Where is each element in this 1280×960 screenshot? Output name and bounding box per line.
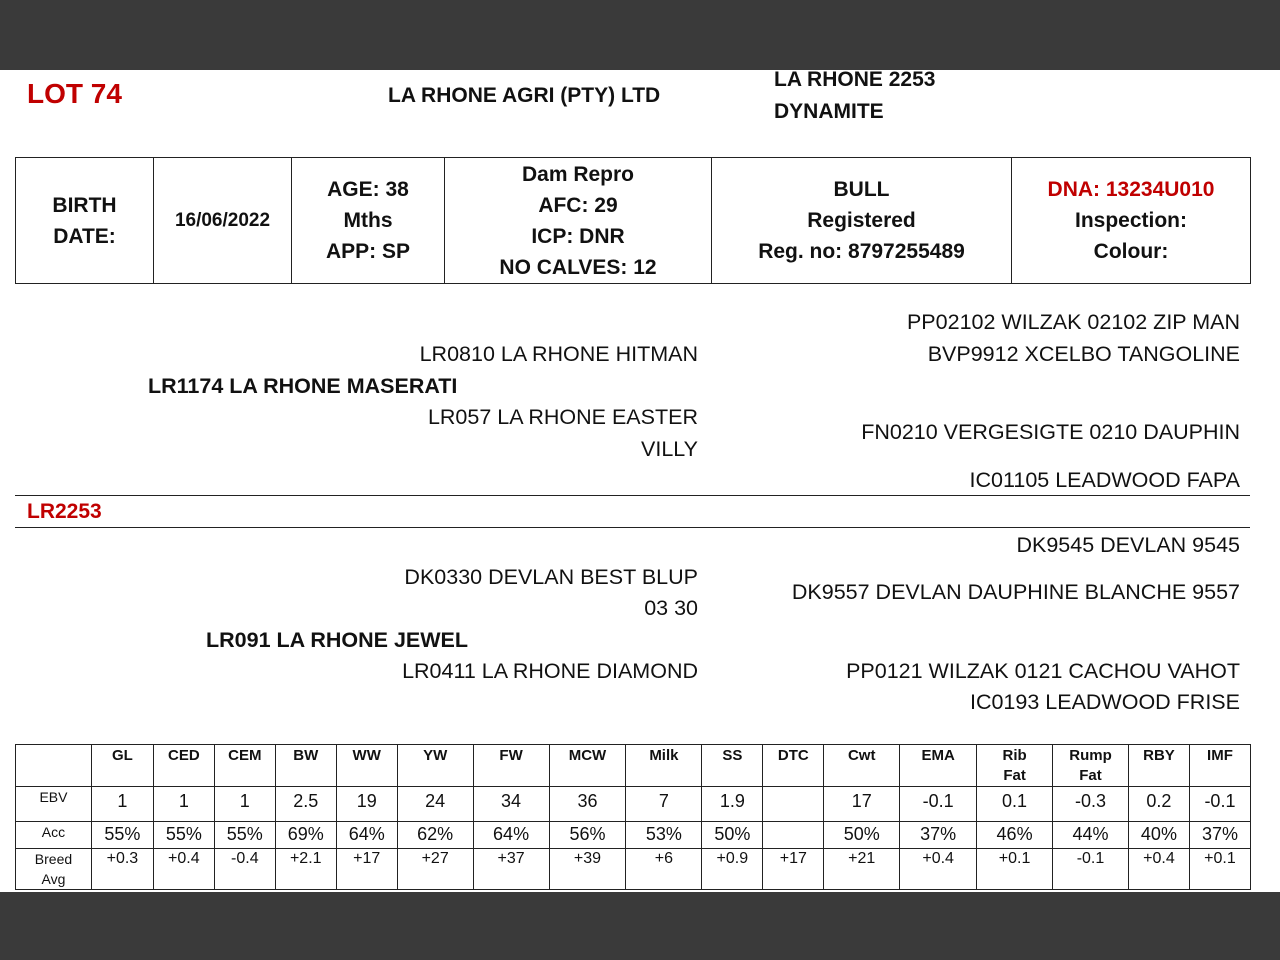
icp: ICP: DNR [531,224,625,248]
ebv-col-header [763,745,824,787]
ebv-value: 36 [549,787,626,822]
ebv-col-header [900,745,977,787]
afc: AFC: 29 [538,193,618,217]
breed-avg-value: +37 [473,849,549,890]
animal-name-line1: LA RHONE 2253 [774,70,936,91]
acc-value [763,822,824,849]
ebv-row-label: EBV [16,787,92,822]
breed-avg-value: +0.1 [1189,849,1250,890]
divider-bottom [15,527,1250,528]
birth-label-line2: DATE: [53,224,116,248]
sex: BULL [833,178,890,201]
col-header-line1: DTC [777,747,809,764]
acc-value: 56% [549,822,626,849]
animal-name [774,70,935,128]
calves: NO CALVES: 12 [499,255,657,279]
ebv-value: 0.1 [977,787,1053,822]
breed-avg-value: +17 [336,849,397,890]
registered: Registered [807,209,916,232]
col-header-line1: Milk [649,747,679,764]
ebv-header-row [16,745,1251,787]
breed-avg-value: +21 [824,849,900,890]
col-header-line1: Cwt [847,747,876,764]
pedigree-dam-sire-2: 03 30 [644,596,698,620]
breeder-name: LA RHONE AGRI (PTY) LTD [388,84,661,107]
ebv-col-header [977,745,1053,787]
col-header-line1: MCW [568,747,607,764]
breed-label-line1: Breed [34,851,73,867]
dam-repro-cell [445,158,712,284]
ebv-corner [16,745,92,787]
ebv-table [15,744,1251,890]
breed-avg-value: -0.1 [1053,849,1129,890]
acc-value: 55% [91,822,153,849]
inspection: Inspection: [1074,209,1187,232]
dam-repro: Dam Repro [521,162,635,186]
breed-avg-value: +0.9 [702,849,763,890]
ebv-value: 19 [336,787,397,822]
animal-info-table [15,157,1251,284]
breed-avg-value: +0.1 [977,849,1053,890]
ebv-value: -0.1 [900,787,977,822]
acc-value: 53% [626,822,702,849]
ebv-value: 24 [397,787,473,822]
acc-value: 50% [702,822,763,849]
acc-row-label: Acc [16,822,92,849]
ebv-col-header [91,745,153,787]
acc-value: 37% [900,822,977,849]
breed-avg-value: +0.4 [900,849,977,890]
acc-value: 50% [824,822,900,849]
age-cell [292,158,445,284]
ebv-value: 1.9 [702,787,763,822]
pedigree-dds: PP0121 WILZAK 0121 CACHOU VAHOT [846,659,1240,683]
breed-avg-value: +2.1 [275,849,336,890]
col-header-line1: FW [499,747,523,764]
pedigree-ddd: IC0193 LEADWOOD FRISE [969,690,1240,714]
reg-no: Reg. no: 8797255489 [758,240,965,263]
dna: DNA: 13234U010 [1047,178,1215,201]
col-header-line1: Rump [1069,747,1112,764]
col-header-line1: EMA [921,747,955,764]
col-header-line1: CED [168,747,200,764]
acc-value: 64% [336,822,397,849]
acc-value: 62% [397,822,473,849]
ebv-col-header [336,745,397,787]
breed-avg-row [16,849,1251,890]
birth-date-label [16,158,154,284]
ebv-col-header [397,745,473,787]
ebv-value: -0.3 [1053,787,1129,822]
registration-cell [712,158,1012,284]
col-header-line1: YW [423,747,448,764]
breed-avg-value: +0.3 [91,849,153,890]
ebv-col-header [549,745,626,787]
pedigree-dam-dam: LR0411 LA RHONE DIAMOND [402,659,698,683]
ebv-value: 7 [626,787,702,822]
breed-label-line2: Avg [41,871,66,887]
col-header-line1: WW [352,747,381,764]
acc-value: 55% [153,822,214,849]
pedigree-dam: LR091 LA RHONE JEWEL [206,628,469,652]
acc-value: 44% [1053,822,1129,849]
col-header-line1: IMF [1207,747,1233,764]
ebv-col-header [214,745,275,787]
ebv-col-header [473,745,549,787]
pedigree-dss: DK9545 DEVLAN 9545 [1016,533,1240,557]
breed-avg-value: +0.4 [1128,849,1189,890]
colour: Colour: [1093,240,1169,263]
ebv-col-header [702,745,763,787]
breed-avg-value: -0.4 [214,849,275,890]
col-header-line1: BW [293,747,319,764]
lot-number: LOT 74 [27,78,122,109]
ebv-value: 1 [91,787,153,822]
pedigree-dam-sire-1: DK0330 DEVLAN BEST BLUP [404,565,698,589]
ebv-col-header [153,745,214,787]
ebv-col-header [626,745,702,787]
ebv-value: 1 [153,787,214,822]
col-header-line1: CEM [228,747,262,764]
lot-sheet [0,70,1280,892]
ebv-value: 1 [214,787,275,822]
breed-avg-value: +27 [397,849,473,890]
pedigree-sdd: IC01105 LEADWOOD FAPA [969,468,1240,492]
app: APP: SP [325,240,411,263]
col-header-line1: Rib [1002,747,1027,764]
col-header-line1: SS [722,747,743,764]
acc-value: 55% [214,822,275,849]
animal-name-line2: DYNAMITE [774,100,884,123]
ebv-value: 0.2 [1128,787,1189,822]
ebv-value: 2.5 [275,787,336,822]
ebv-row [16,787,1251,822]
acc-value: 46% [977,822,1053,849]
pedigree-sds: FN0210 VERGESIGTE 0210 DAUPHIN [861,420,1240,444]
ebv-col-header [1128,745,1189,787]
acc-value: 64% [473,822,549,849]
ebv-col-header [1053,745,1129,787]
breed-avg-value: +0.4 [153,849,214,890]
col-header-line1: RBY [1143,747,1175,764]
age: AGE: 38 [327,178,409,201]
ebv-col-header [824,745,900,787]
pedigree-dsd: DK9557 DEVLAN DAUPHINE BLANCHE 9557 [791,580,1240,604]
ebv-value: -0.1 [1189,787,1250,822]
acc-value: 40% [1128,822,1189,849]
ebv-value: 34 [473,787,549,822]
pedigree-ssd: BVP9912 XCELBO TANGOLINE [927,342,1240,366]
divider-top [15,495,1250,496]
breed-avg-value: +17 [763,849,824,890]
birth-date-value: 16/06/2022 [154,158,292,284]
pedigree-animal-id: LR2253 [27,500,102,523]
pedigree-sire-sire: LR0810 LA RHONE HITMAN [419,342,698,366]
ebv-col-header [275,745,336,787]
col-header-line2: Fat [1003,767,1026,784]
age-unit: Mths [343,209,393,232]
col-header-line1: GL [111,747,133,764]
acc-row [16,822,1251,849]
ebv-value [763,787,824,822]
col-header-line2: Fat [1079,767,1102,784]
breed-avg-row-label [16,849,92,890]
breed-avg-value: +39 [549,849,626,890]
acc-value: 37% [1189,822,1250,849]
acc-value: 69% [275,822,336,849]
birth-label-line1: BIRTH [52,193,117,217]
pedigree-sire-dam-1: LR057 LA RHONE EASTER [427,405,698,429]
breed-avg-value: +6 [626,849,702,890]
ebv-value: 17 [824,787,900,822]
ebv-col-header [1189,745,1250,787]
pedigree-sire-dam-2: VILLY [641,437,698,461]
dna-cell [1012,158,1251,284]
pedigree-sss: PP02102 WILZAK 02102 ZIP MAN [906,310,1240,334]
pedigree-sire: LR1174 LA RHONE MASERATI [148,374,458,398]
